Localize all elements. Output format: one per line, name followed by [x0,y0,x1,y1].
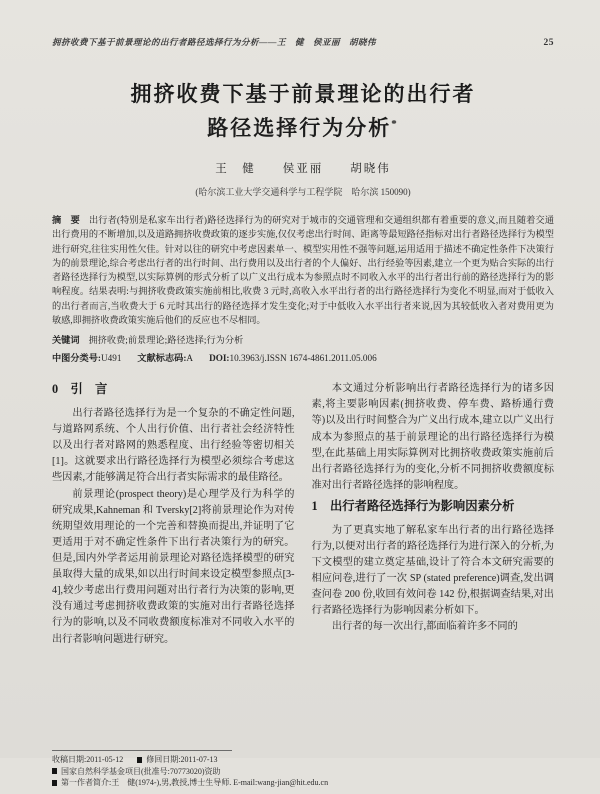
paper-title-line1: 拥挤收费下基于前景理论的出行者 [130,82,476,106]
author-bio-text: 第一作者简介:王 健(1974-),男,教授,博士生导师. E-mail:wang-jian@hit.edu.cn [61,778,329,788]
body-columns [52,381,554,647]
scan-mark-icon [52,768,57,774]
clc-value: U491 [101,353,122,364]
title-footnote-asterisk: * [391,117,399,130]
doc-code-value: A [186,353,194,364]
abstract-label: 摘 要 [52,215,80,226]
doc-code-label: 文献标志码: [137,353,187,364]
section-1-heading: 1 出行者路径选择行为影响因素分析 [311,498,515,513]
clc-label: 中图分类号: [52,353,101,364]
keywords-text: 拥挤收费;前景理论;路径选择;行为分析 [88,335,244,346]
right-paragraph-1: 本文通过分析影响出行者路径选择行为的诸多因素,将主要影响因素(拥挤收费、停车费、路桥通行费等)以及出行时间整合为广义出行成本,建立以广义出行成本为参照点的基于前景理论的出行路径选择行为模型,在此基础上用实际算例对比拥挤收费政策实施前后出行者路径选择行为的变化,分析不同拥挤收费额度标准对出行者路径选择的影响程度。 [311,383,554,491]
paper-title [52,78,554,145]
section-0-heading: 0 引 言 [52,382,108,397]
left-column [52,381,295,647]
paper-title-line2 [52,112,554,146]
received-date: 收稿日期:2011-05-12 [52,755,124,765]
author-names: 王 健 侯亚丽 胡晓伟 [215,163,391,176]
right-paragraph-3: 出行者的每一次出行,都面临着许多不同的 [331,621,518,633]
left-paragraph-1: 出行者路径选择行为是一个复杂的不确定性问题,与道路网系统、个人出行价值、出行者社会经济特性以及出行者对路网的熟悉程度、出行经验等密切相关[1]。这就要求出行路径选择行为模型必须综合考虑这些因素,才能够满足符合出行者实际需求的最佳路径。 [52,408,295,484]
right-paragraph-2: 为了更真实地了解私家车出行者的出行路径选择行为,以便对出行者的路径选择行为进行深入的分析,为下文模型的建立奠定基础,设计了符合本文研究需要的相应问卷,进行了一次 SP (stated preference)调查,发出调查问卷 200 份,收回有效问卷 142 份,根据调查结果,对出行者路径选择行为影响因素分析如下。 [311,524,554,617]
abstract-block [52,213,554,327]
running-head [52,36,554,48]
left-paragraph-2: 前景理论(prospect theory)是心理学及行为科学的研究成果,Kahneman 和 Tversky[2]将前景理论作为对传统期望效用理论的一个完善和替换而提出,并证明了它更适用于对不确定性条件下出行者决策行为的研究。但是,国内外学者运用前景理论对路径选择模型的研究虽取得大量的成果,如以出行时间来设定模型参照点[3-4],较少考虑出行费用问题对出行者行为决策的影响,更没有通过考虑拥挤收费政策的实施对出行者路径选择行为的影响,以及不同收费额度标准对不同收入水平的出行者影响问题进行研究。 [52,488,295,645]
right-column [312,381,555,647]
scan-mark-icon [52,780,57,786]
classification-line [52,350,554,364]
paper-title-line2-text: 路径选择行为分析 [207,115,392,140]
doi-label: DOI: [209,353,230,364]
footnote-dates [52,754,554,766]
keywords-line [52,332,554,346]
footnote-funding [52,766,554,778]
abstract-text: 出行者(特别是私家车出行者)路径选择行为的研究对于城市的交通管理和交通组织都有着重要的意义,而且随着交通出行费用的不断增加,以及道路拥挤收费政策的逐步实施,仅仅考虑出行时间、距离等最短路径指标对出行者路径选择行为模型进行研究,往往实用性欠佳。针对以往的研究中考虑因素单一、模型实用性不强等问题,运用适用于描述不确定性条件下决策行为的前景理论,综合考虑出行者的出行时间、出行费用以及出行者的个人偏好、出行经验等因素,建立一个更为贴合实际的出行者路径选择行为模型,以实际算例的形式分析了以广义出行成本为参照点时不同收入水平的出行者出行前的路径选择行为的影响程度。结果表明:与拥挤收费政策实施前相比,收费 3 元时,高收入水平出行者的出行路径选择行为变化不明显,而对于低收入的出行者而言,当收费大于 6 元时其出行的路径选择才发生变化;对于中低收入水平出行者来说,因为其较低收入者对费用更为敏感,即拥挤收费政策实施后他们的反应也不尽相同。 [52,215,555,325]
footnote-block [52,750,554,789]
footnote-divider [52,750,232,751]
revised-date: 修回日期:2011-07-13 [146,755,218,765]
scan-mark-icon [137,757,142,763]
footnote-author-bio [52,777,554,789]
affiliation: (哈尔滨工业大学交通科学与工程学院 哈尔滨 150090) [195,187,411,198]
doi-value: 10.3963/j.ISSN 1674-4861.2011.05.006 [229,353,377,364]
running-head-text: 拥挤收费下基于前景理论的出行者路径选择行为分析——王 健 侯亚丽 胡晓伟 [52,37,377,47]
page-number: 25 [543,38,554,48]
funding-text: 国家自然科学基金项目(批准号:70773020)资助 [61,766,221,776]
keywords-label: 关键词 [52,335,80,346]
